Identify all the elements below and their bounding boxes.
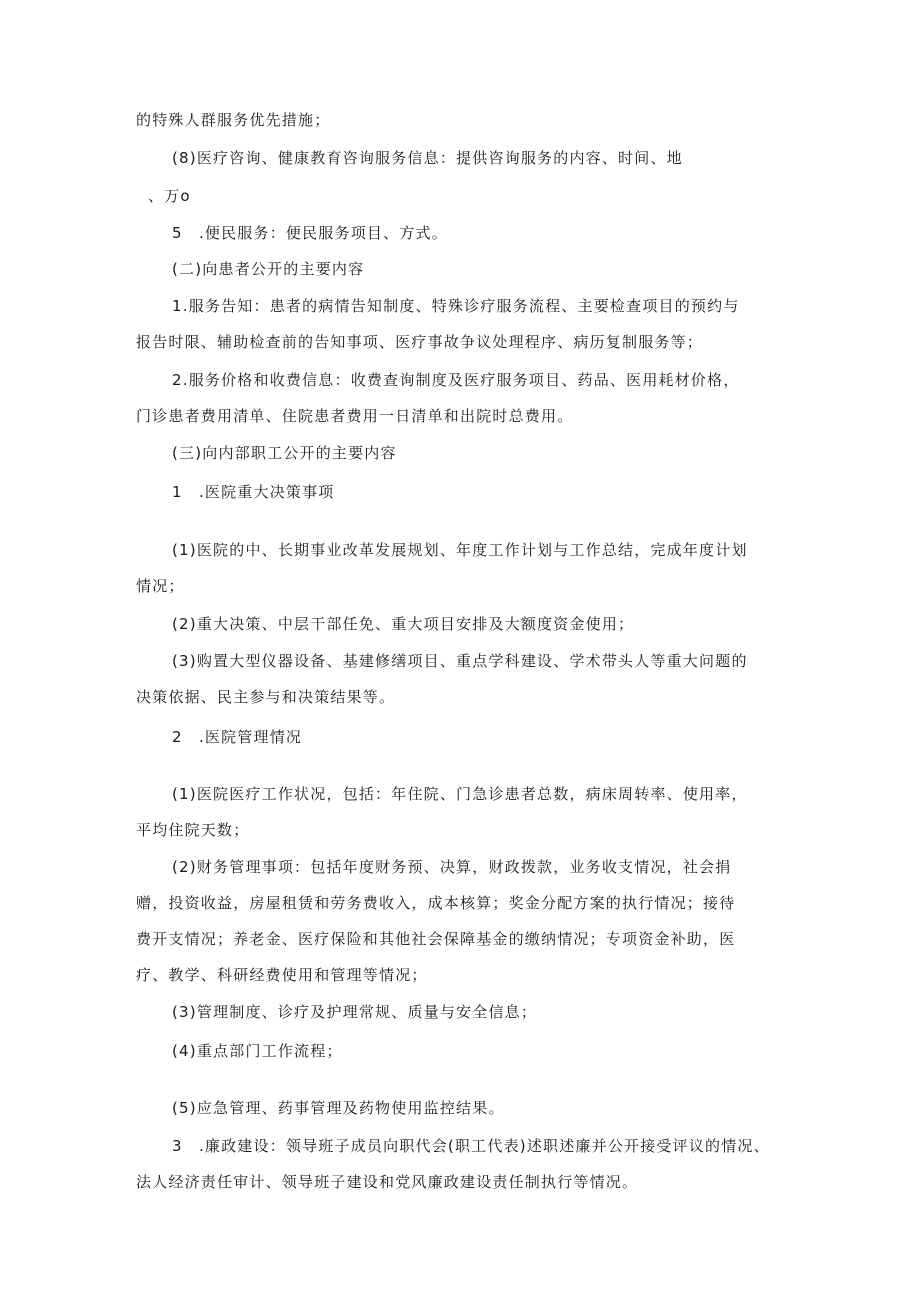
text-line: (3)管理制度、诊疗及护理常规、质量与安全信息； [172, 1003, 538, 1021]
text-line: 费开支情况；养老金、医疗保险和其他社会保障基金的缴纳情况；专项资金补助，医 [136, 930, 736, 948]
text-line: 决策依据、民主参与和决策结果等。 [136, 688, 396, 706]
text-line: 平均住院天数； [136, 821, 250, 839]
text-line: (2)重大决策、中层干部任免、重大项目安排及大额度资金使用； [172, 615, 635, 633]
text-line: 1 .医院重大决策事项 [172, 483, 335, 501]
text-line: 2 .医院管理情况 [172, 728, 303, 746]
text-line: 法人经济责任审计、领导班子建设和党风廉政建设责任制执行等情况。 [136, 1173, 639, 1191]
text-line: (1)医院医疗工作状况，包括：年住院、门急诊患者总数，病床周转率、使用率， [172, 785, 748, 803]
text-line: 5 .便民服务：便民服务项目、方式。 [172, 224, 448, 242]
text-line: 疗、教学、科研经费使用和管理等情况； [136, 966, 428, 984]
text-line: 2.服务价格和收费信息：收费查询制度及医疗服务项目、药品、医用耗材价格， [172, 371, 740, 389]
text-line: (8)医疗咨询、健康教育咨询服务信息：提供咨询服务的内容、时间、地 [172, 149, 683, 167]
text-line: 门诊患者费用清单、住院患者费用一日清单和出院时总费用。 [136, 407, 574, 425]
text-line: 的特殊人群服务优先措施； [136, 111, 331, 129]
text-line: 1.服务告知：患者的病情告知制度、特殊诊疗服务流程、主要检查项目的预约与 [172, 297, 740, 315]
text-line: (3)购置大型仪器设备、基建修缮项目、重点学科建设、学术带头人等重大问题的 [172, 652, 748, 670]
text-line: (三)向内部职工公开的主要内容 [172, 444, 397, 462]
text-line: 报告时限、辅助检查前的告知事项、医疗事故争议处理程序、病历复制服务等； [136, 333, 704, 351]
text-line: (2)财务管理事项：包括年度财务预、决算，财政拨款，业务收支情况，社会捐 [172, 858, 732, 876]
text-line: (5)应急管理、药事管理及药物使用监控结果。 [172, 1099, 505, 1117]
text-line: (二)向患者公开的主要内容 [172, 260, 365, 278]
text-line: 3 .廉政建设：领导班子成员向职代会(职工代表)述职述廉并公开接受评议的情况、 [172, 1137, 770, 1155]
text-line: 赠，投资收益，房屋租赁和劳务费收入，成本核算；奖金分配方案的执行情况；接待 [136, 894, 736, 912]
text-line: 情况； [136, 577, 185, 595]
text-line: (1)医院的中、长期事业改革发展规划、年度工作计划与工作总结，完成年度计划 [172, 541, 748, 559]
text-line: (4)重点部门工作流程； [172, 1042, 343, 1060]
text-line: 、万o [148, 187, 191, 205]
